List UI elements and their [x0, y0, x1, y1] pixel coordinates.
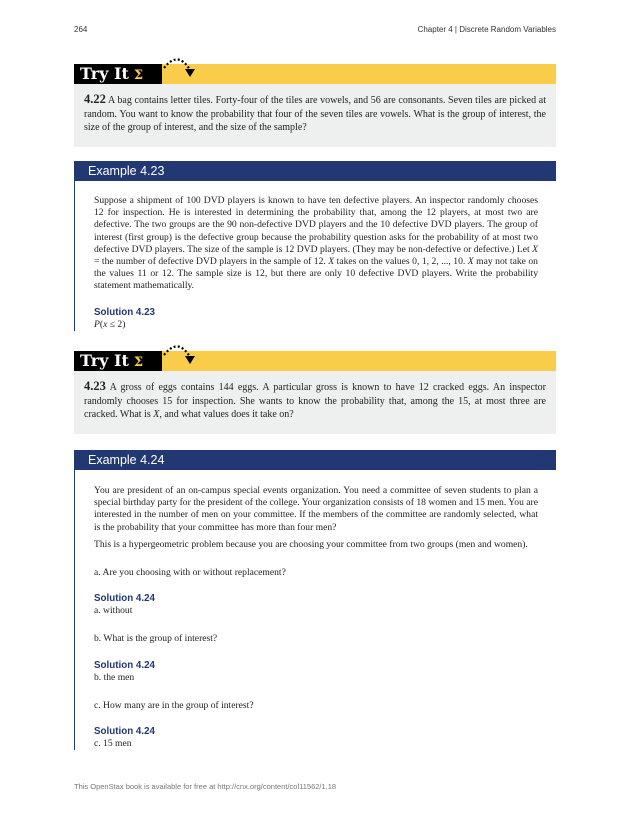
example-4-24-header: Example 4.24: [74, 450, 556, 470]
problem-text: A gross of eggs contains 144 eggs. A particular gross is known to have 12 cracked eggs. An inspector randomly chooses 15 for inspection. She wants to know the probability that, among the 15, at most three are cracked. What is: [84, 382, 546, 420]
solution-heading: Solution 4.24: [94, 726, 155, 738]
solution-heading: Solution 4.24: [94, 593, 155, 605]
chapter-title: Chapter 4 | Discrete Random Variables: [417, 25, 556, 34]
question-c: c. How many are in the group of interest?: [94, 699, 254, 711]
problem-number: 4.22: [84, 92, 106, 106]
try-it-banner: [74, 351, 556, 371]
solution-text: P(x ≤ 2): [94, 318, 126, 330]
dotted-arrow-icon: [162, 339, 198, 369]
solution-heading: Solution 4.23: [94, 306, 155, 318]
try-it-label: Try It Σ: [74, 64, 162, 84]
footer-note: This OpenStax book is available for free at http://cnx.org/content/col11562/1.18: [74, 782, 337, 791]
page-number: 264: [74, 25, 88, 34]
sigma-icon: Σ: [133, 68, 144, 83]
dotted-arrow-icon: [162, 52, 198, 82]
try-it-label: Try It Σ: [74, 351, 162, 371]
example-text: Suppose a shipment of 100 DVD players is known to have ten defective players. An inspector randomly chooses 12 for inspection. He is interested in determining the probability that, among the 12 players, at most two are defective. The two groups are the 90 non-defective DVD players and the 10 defective DVD players. The group of interest (first group) is the defective group because the probability question asks for the probability of at most two defective DVD players. The size of the sample is 12 DVD players. (They may be non-defective or defective.) Let X = the number of defective DVD players in the sample of 12. X takes on the values 0, 1, 2, ..., 10. X may not take on the values 11 or 12. The sample size is 12, but there are only 10 defective DVD players. Write the probability statement mathematically.: [94, 195, 538, 292]
question-b: b. What is the group of interest?: [94, 633, 218, 645]
example-4-23-body: [74, 181, 556, 331]
answer-a: a. without: [94, 605, 133, 617]
try-it-problem-4-22: [74, 84, 556, 147]
example-4-23-header: Example 4.23: [74, 161, 556, 181]
question-a: a. Are you choosing with or without replacement?: [94, 567, 286, 579]
answer-c: c. 15 men: [94, 738, 132, 750]
try-it-problem-4-23: 4.23 A gross of eggs contains 144 eggs. A particular gross is known to have 12 cracked eggs. An inspector randomly chooses 15 for inspection. She wants to know the probability that, among the 15, at most three are cracked. What is X, and what values does it take on?: [74, 371, 556, 434]
example-4-24-body: [74, 470, 556, 750]
example-intro: You are president of an on-campus special events organization. You need a committee of seven students to plan a special birthday party for the president of the college. Your organization consists of 18 women and 15 men. You are interested in the number of men on your committee. If the members of the committee are randomly selected, what is the probability that your committee has more than four men?: [94, 485, 538, 533]
try-it-banner: [74, 64, 556, 84]
solution-heading: Solution 4.24: [94, 659, 155, 671]
variable-x: X: [153, 409, 160, 420]
example-note: This is a hypergeometric problem because you are choosing your committee from two groups (men and women).: [94, 538, 528, 550]
problem-number: 4.23: [84, 379, 106, 393]
problem-text: A bag contains letter tiles. Forty-four of the tiles are vowels, and 56 are consonants. Seven tiles are picked at random. You want to know the probability that four of the seven tiles are vowels. What is the group of interest, the size of the group of interest, and the size of the sample?: [84, 95, 546, 133]
sigma-icon: Σ: [133, 355, 144, 370]
answer-b: b. the men: [94, 671, 135, 683]
